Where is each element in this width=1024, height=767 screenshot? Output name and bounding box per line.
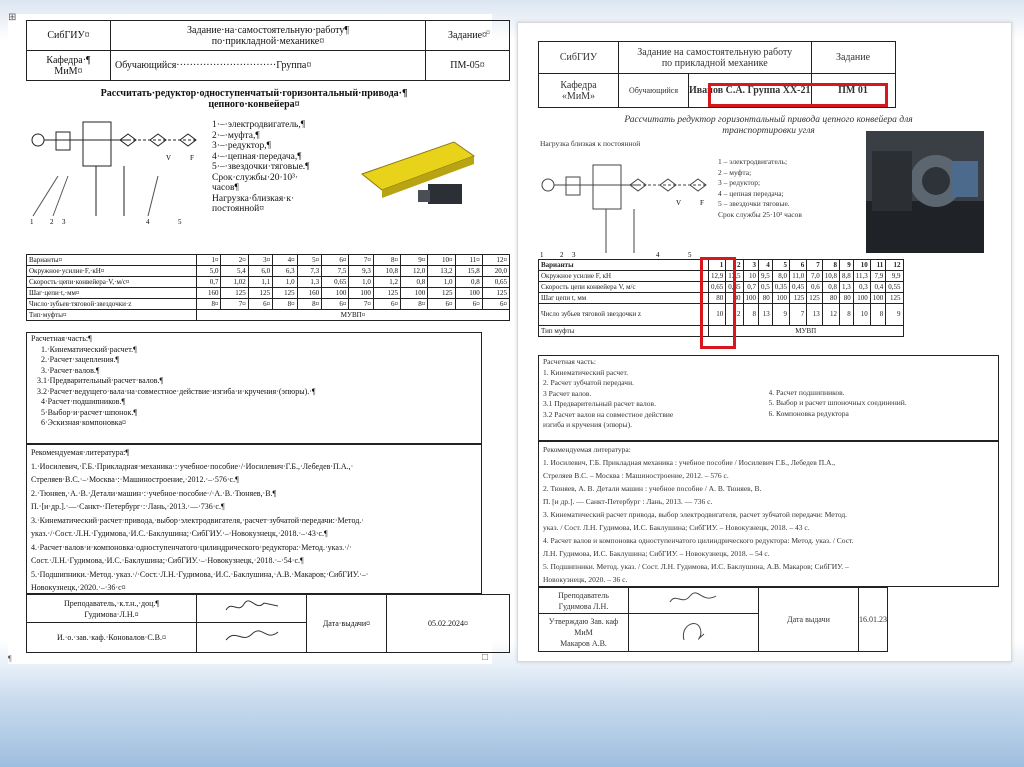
table-cell: 6,0 (248, 266, 272, 277)
table-cell: 6¤ (428, 299, 455, 310)
paragraph-mark-icon: ¶ (8, 654, 12, 663)
calc-item: 1.·Кинематический·расчет.¶ (41, 344, 137, 354)
literature-item: 2.·Тюняев,·А.·В.·Детали·машин·:·учебное·пособие·/·А.·В.·Тюняев,·В.¶ (31, 488, 277, 498)
coupling-type: МУВП¤ (197, 310, 510, 321)
table-cell: 80 (709, 293, 726, 304)
right-org: СибГИУ (539, 42, 619, 74)
reducer-shape (83, 122, 111, 166)
calc-item: 5·Выбор·и·расчет·шпонок.¶ (41, 407, 137, 417)
table-cell: 10 (853, 260, 870, 271)
table-cell: 7¤ (349, 255, 373, 266)
right-dept: Кафедра (560, 79, 597, 91)
table-row-label: Варианты¤ (27, 255, 197, 266)
table-row (27, 299, 510, 310)
left-title-l1: Задание·на·самостоятельную·работу¶ (187, 24, 349, 36)
literature-item: Новокузнецк, 2020. – 36 с. (543, 575, 628, 584)
table-cell: 125 (373, 288, 400, 299)
table-cell: 100 (349, 288, 373, 299)
table-cell: 125 (221, 288, 248, 299)
table-row-label: Окружное·усилие·F,·кН¤ (27, 266, 197, 277)
coupling-type: МУВП (709, 326, 904, 337)
table-cell: 9,3 (349, 266, 373, 277)
calc-item: 3.1 Предварительный расчет валов. (543, 399, 656, 408)
legend-item: Срок службы 25·10³ часов (718, 209, 802, 219)
table-row-label: Варианты (539, 260, 709, 271)
table-cell: 8¤ (373, 255, 400, 266)
calc-item: 3 Расчет валов. (543, 388, 592, 398)
table-cell: 0,65 (322, 277, 349, 288)
table-cell: 15,8 (455, 266, 482, 277)
table-cell: 7,9 (870, 271, 886, 282)
table-cell: 80 (726, 293, 743, 304)
table-cell: 125 (273, 288, 297, 299)
table-cell: 160 (297, 288, 321, 299)
table-cell: 10 (743, 271, 759, 282)
table-cell: 5 (772, 260, 789, 271)
right-calc-section (538, 355, 999, 441)
calc-item: 6·Эскизная·компоновка¤ (41, 418, 127, 427)
left-org: СибГИУ¤ (27, 21, 111, 51)
table-cell: 6 (790, 260, 807, 271)
table-cell: 100 (743, 293, 759, 304)
legend-item: 3 – редуктор; (718, 178, 761, 187)
table-cell: 1,2 (373, 277, 400, 288)
left-kinematic-scheme (28, 116, 208, 226)
teacher-cell (27, 595, 197, 623)
legend-item: 1 – электродвигатель; (718, 157, 788, 166)
table-row-label: Число·зубьев·тяговой·звездочки·z (27, 299, 197, 310)
table-cell: 13,5 (726, 271, 743, 282)
table-cell: 10 (709, 304, 726, 326)
table-cell: 8 (870, 304, 886, 326)
literature-title: Рекомендуемая·литература:¶ (31, 448, 129, 457)
table-cell: 7,5 (322, 266, 349, 277)
left-calc-section (26, 332, 482, 444)
table-cell: 8 (840, 304, 854, 326)
table-cell: 11,0 (790, 271, 807, 282)
table-row (27, 266, 510, 277)
table-row (27, 288, 510, 299)
table-row-label: Шаг·цепи·t,·мм¤ (27, 288, 197, 299)
table-cell: 0,5 (759, 282, 773, 293)
literature-item: Стреляев·В.С.·–·Москва·:·Машиностроение,·2012.·–·576·с.¶ (31, 475, 239, 484)
table-cell: 3¤ (248, 255, 272, 266)
student-name: Иванов С.А. Группа ХХ-21 (689, 74, 812, 108)
date-label: Дата·выдачи¤ (307, 595, 387, 653)
table-cell: 1,0 (273, 277, 297, 288)
table-cell: 6¤ (248, 299, 272, 310)
table-cell: 10,8 (822, 271, 839, 282)
scheme-label-f: F (700, 199, 704, 207)
literature-item: 5. Подшипники. Метод. указ. / Сост. Л.Н. Гудимова, И.С. Баклушина, А.В. Макаров; СибГИУ. – (543, 562, 849, 571)
table-cell: 12,9 (709, 271, 726, 282)
scheme-label-2: 2 (50, 218, 54, 226)
table-cell: 1¤ (197, 255, 221, 266)
scheme-label-1: 1 (30, 218, 34, 226)
literature-item: Л.Н. Гудимова, И.С. Баклушина; СибГИУ. – Новокузнецк, 2018. – 54 с. (543, 549, 770, 558)
table-cell: 1,3 (840, 282, 854, 293)
table-cell: 100 (322, 288, 349, 299)
left-student: Обучающийся······························Группа¤ (111, 51, 426, 81)
table-row (27, 255, 510, 266)
table-cell: 0,6 (807, 282, 823, 293)
legend-item: часов¶ (212, 183, 239, 193)
right-document-page (517, 22, 1012, 662)
calc-item: 4. Расчет подшипников. (768, 387, 845, 397)
table-cell: 1,0 (428, 277, 455, 288)
legend-item: 4 – цепная передача; (718, 188, 784, 198)
left-footer-table (26, 594, 510, 653)
left-task-title (26, 88, 482, 110)
calc-item: 2.·Расчет·зацепления.¶ (41, 355, 120, 364)
literature-item: 5.·Подшипники.·Метод.·указ.·/·Сост.·Л.Н.·Гудимова,·И.С.·Баклушина,·А.В.·Макаров;·СибГИУ.·–· (31, 569, 369, 579)
table-cell: 125 (482, 288, 509, 299)
table-cell: 13 (807, 304, 823, 326)
left-document-page (8, 12, 507, 664)
table-cell: 100 (853, 293, 870, 304)
legend-item: 1·–·электродвигатель,¶ (212, 120, 306, 130)
table-cell: 8,8 (840, 271, 854, 282)
table-cell: 0,3 (853, 282, 870, 293)
legend-item: 4·–·цепная·передача,¶ (212, 151, 302, 162)
table-row-label: Скорость цепи конвейера V, м/с (539, 282, 709, 293)
highlight-student-box (708, 83, 888, 107)
table-cell: 6,3 (273, 266, 297, 277)
table-cell: 80 (759, 293, 773, 304)
literature-item: 1. Иосилевич, Г.Б. Прикладная механика : учебное пособие / Иосилевич Г.Б., Лебедев П.А., (543, 458, 836, 467)
head-signature (629, 614, 759, 652)
conveyor-photo (866, 131, 984, 253)
literature-item: Стреляев В.С. – Москва : Машиностроение, 2012. – 576 с. (543, 471, 729, 480)
table-cell: 9 (886, 304, 903, 326)
table-cell: 6¤ (482, 299, 509, 310)
legend-item: Нагрузка·близкая·к· (212, 193, 295, 204)
legend-item: 5 – звездочки тяговые. (718, 199, 790, 208)
signature (674, 616, 714, 646)
move-handle-icon[interactable]: ⊞ (8, 12, 17, 23)
table-row-label: Число зубьев тяговой звездочки z (539, 304, 709, 326)
legend-item: 2 – муфта; (718, 167, 752, 177)
table-cell: 12 (726, 304, 743, 326)
left-title-l2: по·прикладной·механике¤ (211, 35, 325, 47)
table-row (27, 277, 510, 288)
scheme-label-v: V (166, 154, 172, 162)
left-variants-table (26, 254, 510, 321)
table-row-label: Тип муфты (539, 326, 709, 337)
table-cell: 1,3 (297, 277, 321, 288)
left-legend (212, 120, 309, 215)
teacher-cell (539, 588, 629, 614)
calc-item: 5. Выбор и расчет шпоночных соединений. (768, 398, 907, 407)
teacher-title: Преподаватель,·к.т.н.,·доц.¶ (63, 598, 160, 608)
table-cell: 6¤ (322, 299, 349, 310)
table-cell: 5¤ (297, 255, 321, 266)
literature-item: указ.·/·Сост.·Л.Н.·Гудимова,·И.С.·Баклушина;·СибГИУ.·–·Новокузнецк,·2018.·–·43·с.¶ (31, 529, 328, 538)
table-cell: 1,0 (349, 277, 373, 288)
calc-item: 3.2·Расчет·ведущего·вала·на·совместное·действие·изгиба·и·кручения·(эпюры).·¶ (37, 386, 316, 396)
table-cell: 6¤ (322, 255, 349, 266)
table-cell: 8¤ (197, 299, 221, 310)
table-cell: 11,3 (853, 271, 870, 282)
calc-item: 2. Расчет зубчатой передачи. (543, 378, 634, 387)
load-note: Нагрузка близкая к постоянной (540, 139, 641, 148)
table-cell: 0,35 (772, 282, 789, 293)
table-cell: 0,65 (482, 277, 509, 288)
table-cell: 12¤ (482, 255, 509, 266)
table-cell: 4 (759, 260, 773, 271)
scheme-label-4: 4 (656, 251, 660, 259)
table-cell: 100 (772, 293, 789, 304)
table-row-label: Шаг цепи t, мм (539, 293, 709, 304)
conveyor-photo (358, 134, 480, 226)
right-task-title-l2: транспортировки угля (722, 126, 815, 136)
calc-columns (543, 368, 994, 431)
table-cell: 10,8 (373, 266, 400, 277)
left-dept2: МиМ¤ (54, 65, 83, 77)
table-cell: 8¤ (273, 299, 297, 310)
table-cell: 4¤ (273, 255, 297, 266)
motor-shape (32, 134, 44, 146)
scheme-label-2: 2 (560, 251, 564, 259)
table-cell: 9,9 (886, 271, 903, 282)
table-cell: 8¤ (297, 299, 321, 310)
table-cell: 1,1 (248, 277, 272, 288)
scheme-label-3: 3 (62, 218, 66, 226)
table-cell: 80 (822, 293, 839, 304)
right-task-title-l1: Рассчитать редуктор горизонтальный привода цепного конвейера для (624, 115, 913, 125)
table-cell: 13,2 (428, 266, 455, 277)
right-title-l2: по прикладной механике (661, 57, 768, 69)
table-cell: 9 (772, 304, 789, 326)
table-cell: 7 (807, 260, 823, 271)
coupling-shape (566, 177, 580, 195)
head-title: Утверждаю Зав. каф (548, 617, 619, 626)
table-cell: 12 (886, 260, 903, 271)
student-label: Обучающийся (619, 74, 689, 108)
table-cell: 5,4 (221, 266, 248, 277)
right-label: Задание (811, 42, 895, 74)
left-header-table (26, 20, 510, 81)
signature (222, 598, 282, 616)
issue-date: 16.01.23 (859, 588, 888, 652)
resize-handle-icon[interactable]: □ (482, 652, 489, 663)
literature-item: 1.·Иосилевич,·Г.Б.·Прикладная·механика·:·учебное·пособие·/·Иосилевич·Г.Б.,·Лебедев·П.А.,· (31, 461, 354, 471)
literature-item: 4. Расчет валов и компоновка одноступенчатого цилиндрического редуктора: Метод. указ. / Сост. (543, 536, 854, 545)
teacher-signature (629, 588, 759, 614)
table-cell: 0,55 (886, 282, 903, 293)
table-cell: 125 (807, 293, 823, 304)
right-literature-section (538, 441, 999, 587)
right-title-cell (619, 42, 812, 74)
table-cell: 0,8 (401, 277, 428, 288)
head-signature (197, 623, 307, 653)
table-row-label: Окружное усилие F, кН (539, 271, 709, 282)
right-kinematic-scheme (538, 149, 718, 259)
table-cell: 8 (743, 304, 759, 326)
right-title-l1: Задание на самостоятельную работу (637, 46, 793, 58)
issue-date: 05.02.2024¤ (387, 595, 510, 653)
literature-item: П.·[и·др.].·—·Санкт-·Петербург·:·Лань,·2013.·—·736·с.¶ (31, 502, 225, 511)
table-cell: 3 (743, 260, 759, 271)
table-row (27, 310, 510, 321)
calc-item: 4·Расчет·подшипников.¶ (41, 397, 126, 406)
table-cell: 1 (709, 260, 726, 271)
table-cell: 11 (870, 260, 886, 271)
table-cell: 9,5 (759, 271, 773, 282)
paragraph-mark-icon: ¤ (486, 28, 490, 37)
coupling-shape (56, 132, 70, 150)
left-literature-section (26, 444, 482, 594)
legend-item: 5·–·звездочки·тяговые.¶ (212, 162, 310, 172)
calc-item: 3.1·Предварительный·расчет·валов.¶ (37, 376, 164, 385)
scheme-label-f: F (190, 154, 194, 162)
scheme-label-v: V (676, 199, 682, 207)
literature-item: 2. Тюняев, А. В. Детали машин : учебное пособие / А. В. Тюняев, В. (543, 484, 762, 493)
left-code: ПМ-05¤ (426, 51, 510, 81)
literature-item: Новокузнецк,·2020.·–·36·с¤ (31, 583, 126, 592)
table-cell: 0,35 (726, 282, 743, 293)
literature-item: указ. / Сост. Л.Н. Гудимова, И.С. Баклушина; СибГИУ. – Новокузнецк, 2018. – 43 с. (543, 523, 810, 532)
table-cell: 100 (870, 293, 886, 304)
table-cell: 2¤ (221, 255, 248, 266)
left-title-cell (111, 21, 426, 51)
table-cell: 0,8 (822, 282, 839, 293)
left-dept-cell (27, 51, 111, 81)
teacher-title: Преподаватель (558, 590, 609, 600)
table-cell: 9 (840, 260, 854, 271)
date-label: Дата выдачи (759, 588, 859, 652)
teacher-signature (197, 595, 307, 623)
literature-item: П. [и др.]. — Санкт-Петербург : Лань, 2013. — 736 с. (543, 497, 713, 506)
literature-item: 4.·Расчет·валов·и·компоновка·одноступенчатого·цилиндрического·редуктора:·Метод.·указ.·/· (31, 542, 352, 552)
scheme-label-4: 4 (146, 218, 150, 226)
motor-shape (542, 179, 554, 191)
reducer-shape (593, 165, 621, 209)
calc-left-column (543, 368, 769, 431)
head-of-dept: И.·о.·зав.·каф.·Коновалов·С.В.¤ (27, 623, 197, 653)
table-cell: 0,7 (743, 282, 759, 293)
table-cell: 1,02 (221, 277, 248, 288)
left-dept: Кафедра·¶ (46, 54, 91, 66)
table-cell: 7 (790, 304, 807, 326)
left-task-title-l2: цепного·конвейера¤ (208, 99, 300, 110)
scheme-label-1: 1 (540, 251, 544, 259)
table-cell: 9¤ (401, 255, 428, 266)
highlight-variant-column (700, 257, 736, 349)
table-cell: 7,3 (297, 266, 321, 277)
right-dept-cell (539, 74, 619, 108)
table-cell: 8 (822, 260, 839, 271)
legend-item: Срок·службы·20·10³· (212, 172, 299, 183)
left-task-title-l1: Рассчитать·редуктор·одноступенчатый·горизонтальный·привода·¶ (100, 88, 408, 99)
calc-item: изгиба и кручения (эпюры). (543, 420, 632, 429)
calc-item: 3.2 Расчет валов на совместное действие (543, 409, 674, 419)
table-cell: 80 (840, 293, 854, 304)
table-cell: 12 (822, 304, 839, 326)
table-cell: 12,0 (401, 266, 428, 277)
calc-title: Расчетная·часть:¶ (31, 334, 92, 343)
table-cell: 20,0 (482, 266, 509, 277)
teacher-name: Гудимова·Л.Н.¤ (84, 609, 139, 619)
table-cell: 0,7 (197, 277, 221, 288)
table-cell: 125 (428, 288, 455, 299)
teacher-name: Гудимова Л.Н. (558, 601, 609, 611)
legend-item: 3·–·редуктор,¶ (212, 141, 271, 151)
right-dept2: «МиМ» (561, 90, 596, 102)
literature-title: Рекомендуемая литература: (543, 445, 631, 454)
scheme-label-3: 3 (572, 251, 576, 259)
calc-item: 1. Кинематический расчет. (543, 367, 629, 377)
literature-item: Сост.·Л.Н.·Гудимова,·И.С.·Баклушина;·СибГИУ.·–·Новокузнецк,·2018.·–·54·с.¶ (31, 556, 304, 565)
scheme-label-5: 5 (178, 218, 182, 226)
table-cell: 11¤ (455, 255, 482, 266)
literature-item: 3.·Кинематический·расчет·привода,·выбор·электродвигателя,·расчет·зубчатой·передачи:·Метод.· (31, 515, 364, 525)
right-footer-table (538, 587, 888, 652)
table-cell: 7¤ (349, 299, 373, 310)
table-cell: 0,8 (455, 277, 482, 288)
head-dept: МиМ (574, 628, 593, 637)
table-cell: 13 (759, 304, 773, 326)
table-cell: 6¤ (373, 299, 400, 310)
calc-item: 6. Компоновка редуктора (768, 408, 849, 418)
table-cell: 10 (853, 304, 870, 326)
table-cell: 8¤ (401, 299, 428, 310)
legend-item: постоянной¤ (212, 204, 265, 214)
calc-title: Расчетная часть: (543, 357, 596, 366)
left-label: Задание¤ (426, 21, 510, 51)
calc-right-column (769, 368, 995, 431)
table-cell: 7¤ (221, 299, 248, 310)
table-cell: 125 (790, 293, 807, 304)
signature (664, 590, 724, 608)
table-cell: 8,0 (772, 271, 789, 282)
table-cell: 10¤ (428, 255, 455, 266)
literature-item: 3. Кинематический расчет привода, выбор электродвигателя, расчет зубчатой передачи: Метод. (543, 510, 848, 519)
table-cell: 5,0 (197, 266, 221, 277)
table-cell: 2 (726, 260, 743, 271)
table-row-label: Скорость·цепи·конвейера·V,·м/с¤ (27, 277, 197, 288)
table-cell: 0,4 (870, 282, 886, 293)
signature (222, 626, 282, 646)
table-cell: 0,45 (790, 282, 807, 293)
table-cell: 125 (248, 288, 272, 299)
table-cell: 6¤ (455, 299, 482, 310)
legend-item: 2·–·муфта,¶ (212, 130, 260, 141)
table-cell: 100 (401, 288, 428, 299)
table-cell: 0,65 (709, 282, 726, 293)
calc-item: 3.·Расчет·валов.¶ (41, 365, 100, 375)
scheme-label-5: 5 (688, 251, 692, 259)
table-cell: 7,0 (807, 271, 823, 282)
table-cell: 100 (455, 288, 482, 299)
head-name: Макаров А.В. (560, 639, 607, 648)
right-legend (718, 157, 802, 220)
table-row-label: Тип·муфты¤ (27, 310, 197, 321)
table-cell: 160 (197, 288, 221, 299)
right-code: ПМ 01 (811, 74, 895, 108)
table-cell: 125 (886, 293, 903, 304)
head-of-dept-cell (539, 614, 629, 652)
